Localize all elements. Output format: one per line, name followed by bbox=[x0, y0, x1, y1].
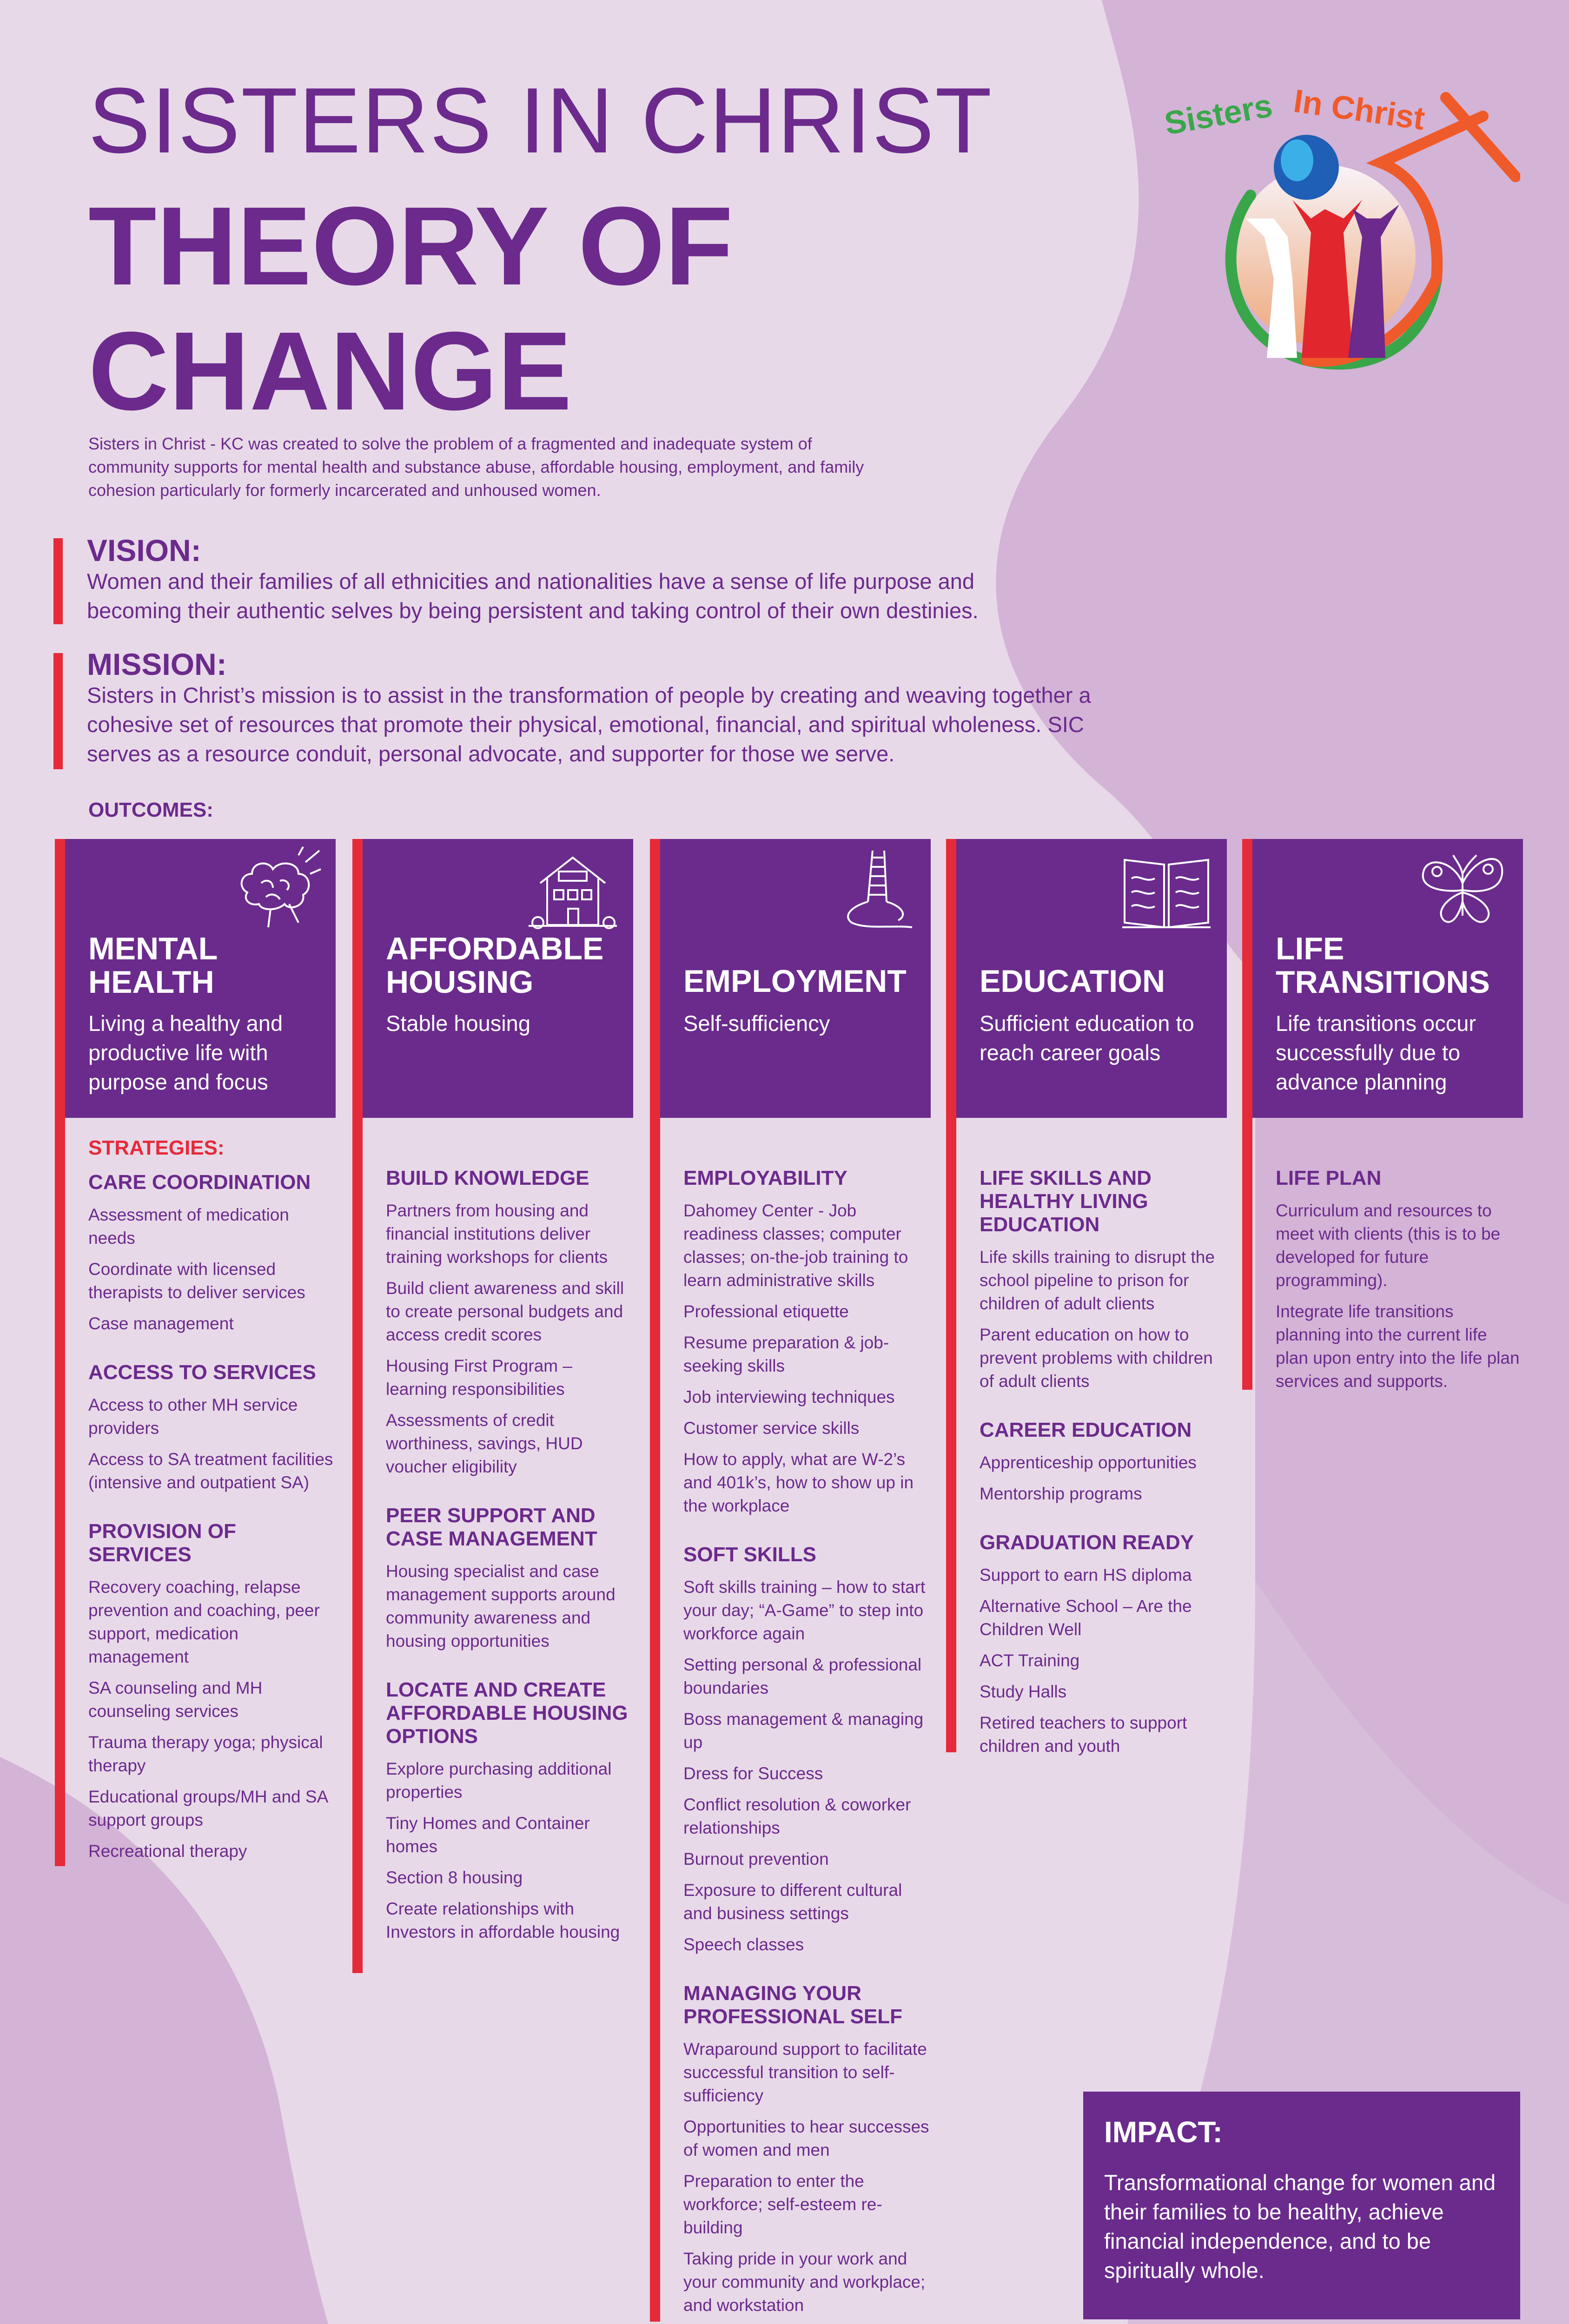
outcome-title: EDUCATION bbox=[980, 964, 1165, 999]
strategy-item: Coordinate with licensed therapists to deliver services bbox=[88, 1260, 305, 1302]
strategy-item: Job interviewing techniques bbox=[683, 1387, 895, 1406]
strategy-item: Integrate life transitions planning into the current life plan upon entry into the life plan services and supports. bbox=[1276, 1302, 1520, 1391]
strategy-item: Trauma therapy yoga; physical therapy bbox=[88, 1733, 323, 1775]
strategy-item: Apprenticeship opportunities bbox=[980, 1453, 1197, 1472]
vision-block bbox=[87, 535, 1063, 625]
strategy-section bbox=[1276, 1167, 1522, 1393]
strategy-item: Wraparound support to facilitate successful transition to self-sufficiency bbox=[683, 2040, 927, 2105]
outcome-subtitle: Living a healthy and productive life with purpose and focus bbox=[88, 1011, 283, 1094]
strategies-list bbox=[980, 1167, 1226, 1783]
strategy-item: Conflict resolution & coworker relationships bbox=[683, 1795, 911, 1837]
strategies-list bbox=[1276, 1167, 1522, 1419]
strategy-item: Educational groups/MH and SA support groups bbox=[88, 1787, 328, 1829]
strategy-section-title: LIFE PLAN bbox=[1276, 1167, 1382, 1189]
title-line-2: THEORY OF bbox=[88, 184, 733, 308]
title-organization: SISTERS IN CHRIST bbox=[88, 69, 993, 172]
strategy-item: Alternative School – Are the Children Well bbox=[980, 1597, 1192, 1639]
strategy-section bbox=[980, 1419, 1226, 1505]
strategy-section-title: PROVISION OF SERVICES bbox=[88, 1520, 236, 1566]
column-accent-bar bbox=[352, 839, 363, 1973]
mission-title: MISSION: bbox=[87, 647, 227, 681]
strategy-section bbox=[683, 1982, 930, 2324]
impact-text: Transformational change for women and their families to be healthy, achieve financial independence, and to be spiritually whole. bbox=[1104, 2170, 1496, 2283]
outcome-card bbox=[65, 839, 336, 1118]
strategy-item: Dress for Success bbox=[683, 1764, 823, 1783]
strategy-item: ACT Training bbox=[980, 1651, 1080, 1670]
strategy-item: Support to earn HS diploma bbox=[980, 1565, 1192, 1585]
strategy-item: Tiny Homes and Container homes bbox=[386, 1814, 590, 1856]
outcome-title: AFFORDABLE HOUSING bbox=[386, 931, 604, 1000]
strategy-item: SA counseling and MH counseling services bbox=[88, 1678, 263, 1721]
strategy-section-title: MANAGING YOUR PROFESSIONAL SELF bbox=[683, 1982, 903, 2028]
strategy-section-title: LOCATE AND CREATE AFFORDABLE HOUSING OPTIONS bbox=[386, 1678, 628, 1748]
strategy-item: Curriculum and resources to meet with clients (this is to be developed for future programming). bbox=[1276, 1201, 1501, 1290]
impact-box bbox=[1083, 2092, 1520, 2319]
title-line-3: CHANGE bbox=[88, 308, 572, 433]
open-book-icon bbox=[1120, 846, 1213, 934]
impact-title: IMPACT: bbox=[1104, 2115, 1223, 2149]
strategy-section-title: GRADUATION READY bbox=[980, 1531, 1194, 1554]
strategy-section bbox=[683, 1167, 930, 1518]
strategies-list bbox=[88, 1136, 335, 1888]
strategy-item: Taking pride in your work and your community and workplace; and workstation bbox=[683, 2249, 926, 2315]
strategy-item: Speech classes bbox=[683, 1935, 804, 1954]
strategy-item: Professional etiquette bbox=[683, 1302, 849, 1321]
strategy-section-title: PEER SUPPORT AND CASE MANAGEMENT bbox=[386, 1504, 597, 1550]
strategy-section bbox=[980, 1167, 1226, 1393]
strategy-item: Assessment of medication needs bbox=[88, 1205, 289, 1248]
strategy-item: Housing specialist and case management supports around community awareness and housing opportunities bbox=[386, 1562, 616, 1651]
strategy-item: Dahomey Center - Job readiness classes; computer classes; on-the-job training to learn administrative skills bbox=[683, 1201, 908, 1290]
strategy-section-title: LIFE SKILLS AND HEALTHY LIVING EDUCATION bbox=[980, 1167, 1152, 1236]
strategy-section-title: CARE COORDINATION bbox=[88, 1171, 311, 1194]
column-accent-bar bbox=[55, 839, 65, 1866]
strategy-item: Explore purchasing additional properties bbox=[386, 1759, 612, 1802]
brain-icon bbox=[229, 846, 322, 934]
strategy-item: Burnout prevention bbox=[683, 1849, 829, 1868]
column-accent-bar bbox=[1242, 839, 1252, 1390]
strategy-section bbox=[683, 1543, 930, 1956]
strategies-list bbox=[386, 1167, 632, 1969]
mission-block bbox=[87, 648, 1100, 768]
outcomes-label: OUTCOMES: bbox=[88, 799, 213, 821]
outcome-title: MENTAL HEALTH bbox=[88, 931, 218, 1000]
strategy-item: Customer service skills bbox=[683, 1419, 860, 1438]
strategy-item: Access to SA treatment facilities (intensive and outpatient SA) bbox=[88, 1450, 333, 1492]
strategy-item: Resume preparation & job-seeking skills bbox=[683, 1333, 889, 1375]
strategy-item: Boss management & managing up bbox=[683, 1710, 924, 1752]
strategy-item: Recovery coaching, relapse prevention and coaching, peer support, medication management bbox=[88, 1578, 320, 1666]
butterfly-icon bbox=[1416, 846, 1509, 934]
column-accent-bar bbox=[946, 839, 956, 1752]
strategy-item: Create relationships with Investors in affordable housing bbox=[386, 1899, 620, 1941]
svg-text:In Christ: In Christ bbox=[1291, 82, 1427, 137]
strategy-section-title: BUILD KNOWLEDGE bbox=[386, 1167, 589, 1189]
strategy-item: Life skills training to disrupt the school pipeline to prison for children of adult clients bbox=[980, 1248, 1215, 1313]
strategy-item: Partners from housing and financial institutions deliver training workshops for clients bbox=[386, 1201, 608, 1267]
strategy-item: Soft skills training – how to start your day; “A-Game” to step into workforce again bbox=[683, 1578, 926, 1643]
strategy-item: Access to other MH service providers bbox=[88, 1395, 298, 1438]
vision-accent-bar bbox=[53, 538, 63, 624]
strategy-item: Recreational therapy bbox=[88, 1842, 247, 1861]
strategy-section bbox=[88, 1361, 335, 1494]
strategy-item: Parent education on how to prevent problems with children of adult clients bbox=[980, 1325, 1213, 1391]
mission-accent-bar bbox=[53, 653, 63, 769]
outcome-subtitle: Sufficient education to reach career goals bbox=[980, 1011, 1194, 1065]
strategy-section-title: EMPLOYABILITY bbox=[683, 1167, 847, 1189]
column-accent-bar bbox=[650, 839, 660, 2322]
outcome-subtitle: Self-sufficiency bbox=[683, 1011, 830, 1036]
strategy-item: Exposure to different cultural and business settings bbox=[683, 1881, 902, 1923]
vision-text: Women and their families of all ethnicities and nationalities have a sense of life purpose and becoming their authentic selves by being persistent and taking control of their own destinies. bbox=[87, 569, 979, 623]
strategies-label: STRATEGIES: bbox=[88, 1136, 225, 1159]
strategy-item: Build client awareness and skill to create personal budgets and access credit scores bbox=[386, 1279, 624, 1344]
strategy-section bbox=[386, 1167, 632, 1479]
strategy-section-title: ACCESS TO SERVICES bbox=[88, 1361, 316, 1384]
intro-text: Sisters in Christ - KC was created to solve the problem of a fragmented and inadequate system of community supports for mental health and substance abuse, affordable housing, employment, and family cohesion particularly for formerly incarcerated and unhoused women. bbox=[88, 434, 864, 500]
vision-title: VISION: bbox=[87, 533, 201, 568]
outcome-card bbox=[660, 839, 931, 1118]
strategy-item: Mentorship programs bbox=[980, 1484, 1142, 1503]
strategy-section bbox=[88, 1171, 335, 1335]
strategies-list bbox=[683, 1167, 930, 2324]
title-theory-of-change bbox=[88, 184, 733, 434]
ladder-path-icon bbox=[824, 846, 917, 934]
mission-text: Sisters in Christ’s mission is to assist in the transformation of people by creating and weaving together a cohesive set of resources that promote their physical, emotional, financial, and spiritual wholeness. SIC serves as a resource conduit, personal advocate, and supporter for those we serve. bbox=[87, 683, 1091, 766]
strategy-section-title: CAREER EDUCATION bbox=[980, 1419, 1192, 1441]
outcome-card bbox=[1252, 839, 1523, 1118]
strategy-section bbox=[386, 1504, 632, 1653]
strategy-section bbox=[980, 1531, 1226, 1758]
outcome-subtitle: Life transitions occur successfully due to advance planning bbox=[1276, 1011, 1476, 1094]
outcome-card bbox=[363, 839, 633, 1118]
outcome-title: LIFE TRANSITIONS bbox=[1276, 931, 1490, 1000]
strategy-section bbox=[88, 1520, 335, 1863]
strategy-item: Preparation to enter the workforce; self-esteem re-building bbox=[683, 2172, 882, 2237]
strategy-item: How to apply, what are W-2’s and 401k’s, how to show up in the workplace bbox=[683, 1450, 914, 1515]
strategy-item: Retired teachers to support children and youth bbox=[980, 1713, 1187, 1756]
strategy-item: Case management bbox=[88, 1314, 234, 1333]
svg-text:Sisters: Sisters bbox=[1162, 87, 1275, 142]
strategy-item: Assessments of credit worthiness, savings, HUD voucher eligibility bbox=[386, 1411, 583, 1476]
strategy-item: Section 8 housing bbox=[386, 1868, 523, 1887]
outcome-subtitle: Stable housing bbox=[386, 1011, 530, 1036]
outcome-card bbox=[956, 839, 1227, 1118]
sisters-in-christ-logo bbox=[1158, 79, 1520, 376]
strategy-section-title: SOFT SKILLS bbox=[683, 1543, 816, 1566]
strategy-item: Opportunities to hear successes of women and men bbox=[683, 2117, 929, 2159]
outcome-title: EMPLOYMENT bbox=[683, 964, 907, 999]
strategy-item: Setting personal & professional boundaries bbox=[683, 1655, 922, 1697]
strategy-item: Housing First Program – learning responsibilities bbox=[386, 1356, 572, 1399]
strategy-section bbox=[386, 1678, 632, 1944]
house-icon bbox=[526, 846, 619, 934]
strategy-item: Study Halls bbox=[980, 1682, 1067, 1701]
